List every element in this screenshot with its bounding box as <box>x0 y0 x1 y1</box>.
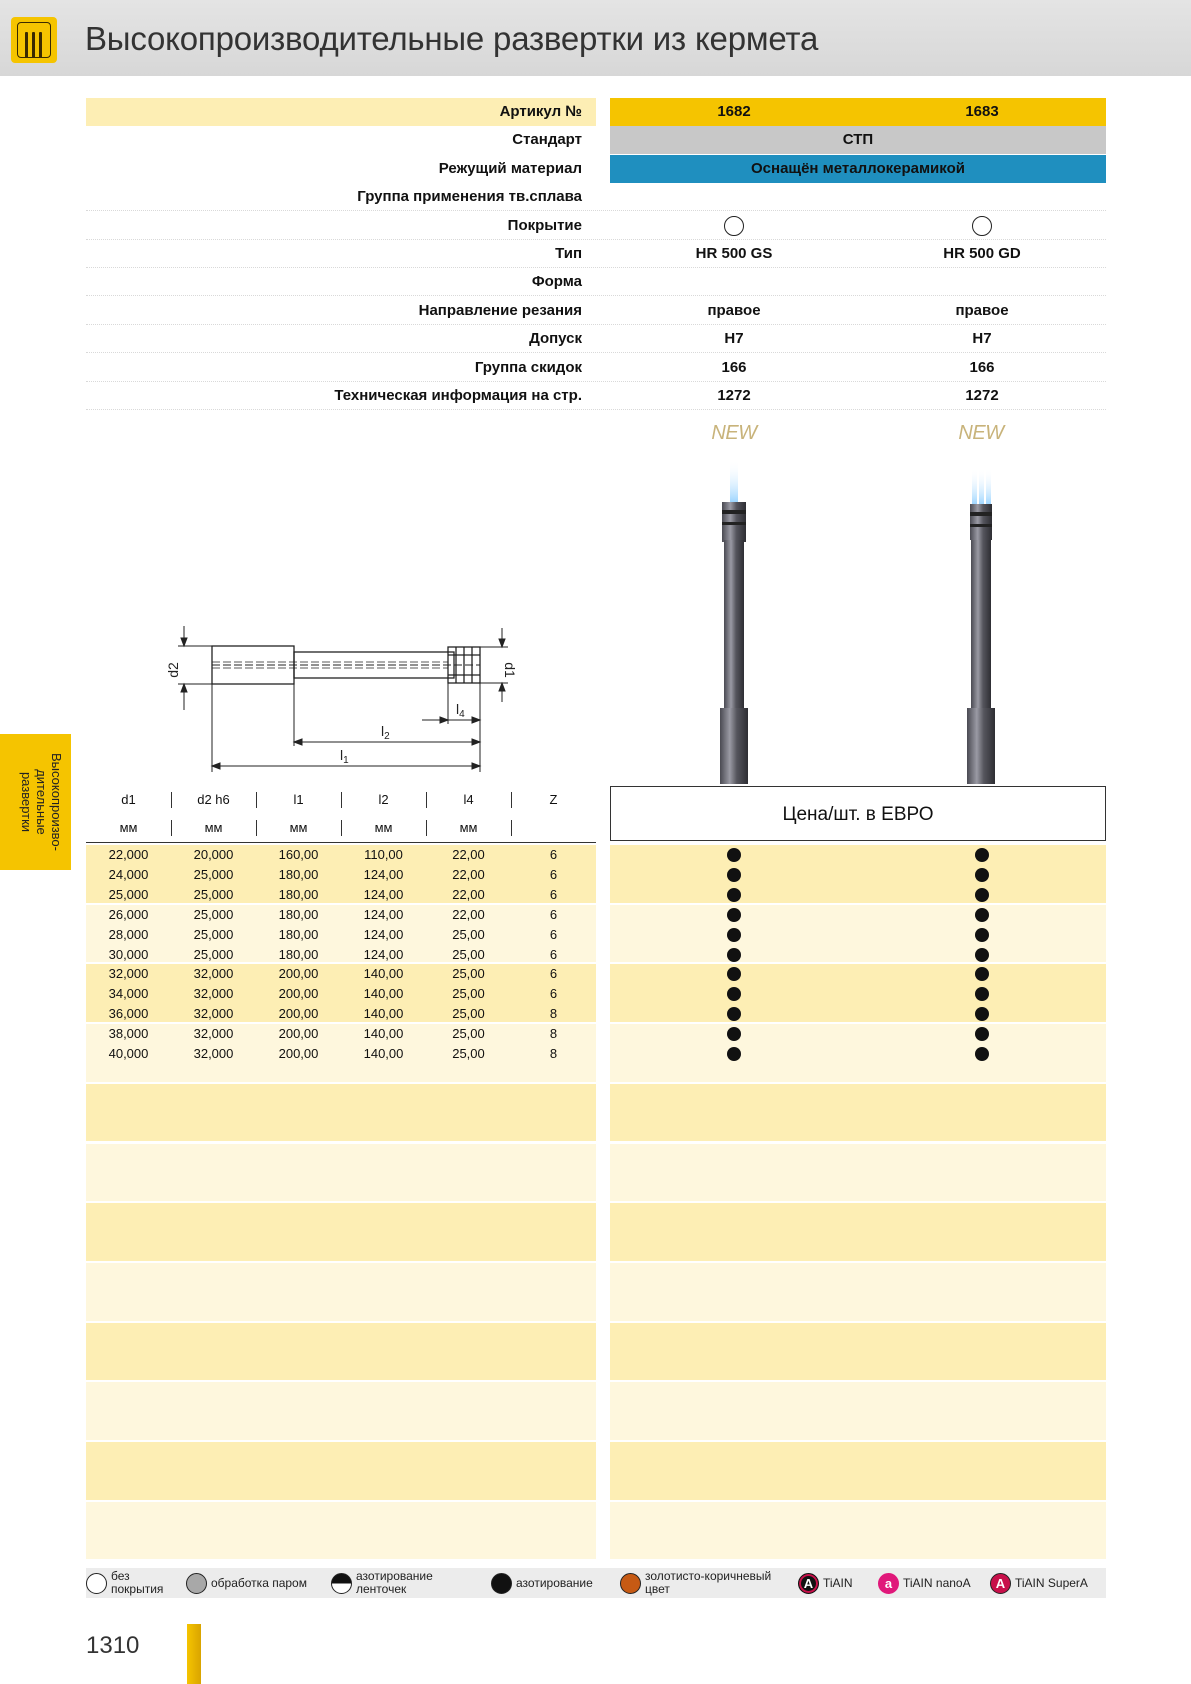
legend-label: без покрытия <box>111 1569 164 1596</box>
table-cell: 124,00 <box>363 866 404 882</box>
spec-label: Режущий материал <box>438 159 582 177</box>
spec-row <box>86 126 1106 154</box>
table-cell: 124,00 <box>363 906 404 922</box>
spec-row <box>86 354 1106 382</box>
new-badge-1682: NEW <box>711 422 757 444</box>
table-cell: 6 <box>549 886 558 902</box>
circle-black-icon <box>491 1573 512 1594</box>
spec-label: Стандарт <box>512 131 582 149</box>
circle-grey-icon <box>186 1573 207 1594</box>
table-cell: 25,000 <box>193 886 234 902</box>
spec-label: Направление резания <box>418 301 582 319</box>
reamer-technical-drawing <box>160 620 530 778</box>
table-cell: 25,00 <box>452 1026 485 1042</box>
column-unit: мм <box>459 820 478 835</box>
table-cell: 160,00 <box>278 847 319 862</box>
table-cell: 25,000 <box>193 926 234 942</box>
legend-item <box>990 1568 1088 1598</box>
legend-label: TiAIN <box>823 1575 853 1590</box>
table-cell: 20,000 <box>193 847 234 862</box>
reamer-photo-1682 <box>700 460 770 786</box>
black-dot-icon <box>975 1047 989 1061</box>
table-cell: 124,00 <box>363 886 404 902</box>
spec-row <box>86 325 1106 353</box>
row-group-background <box>86 1502 596 1560</box>
price-group-background <box>610 1382 1106 1440</box>
spec-value: HR 500 GS <box>695 245 773 262</box>
table-cell: 32,000 <box>193 1006 234 1022</box>
circle-half-icon <box>331 1573 352 1594</box>
table-cell: 140,00 <box>363 1006 404 1022</box>
spec-label: Форма <box>531 273 582 291</box>
legend-item <box>798 1568 853 1598</box>
table-units <box>86 814 596 843</box>
d1-label: d1 <box>502 662 518 678</box>
table-cell: 200,00 <box>278 1046 319 1061</box>
new-badge-1683: NEW <box>958 422 1004 444</box>
table-cell: 200,00 <box>278 1006 319 1022</box>
row-group-background <box>86 1203 596 1261</box>
spec-value: HR 500 GD <box>943 245 1021 262</box>
row-group-background <box>86 1263 596 1321</box>
table-cell: 22,00 <box>452 906 485 922</box>
spec-label: Группа скидок <box>474 358 582 376</box>
table-cell: 22,00 <box>452 886 485 902</box>
page-number: 1310 <box>86 1632 140 1659</box>
spec-label: Покрытие <box>507 216 582 234</box>
section-side-tab: Высокопроизво-дительные развертки <box>0 734 71 870</box>
price-group-background <box>610 905 1106 963</box>
table-row <box>86 905 596 925</box>
table-cell: 6 <box>549 866 558 882</box>
column-header: l1 <box>293 792 304 807</box>
table-cell: 180,00 <box>278 926 319 942</box>
table-row <box>86 1004 596 1024</box>
black-dot-icon <box>727 948 741 962</box>
spec-value: 166 <box>721 358 747 376</box>
table-cell: 26,000 <box>108 906 149 922</box>
table-cell: 28,000 <box>108 926 149 942</box>
table-row <box>86 885 596 905</box>
table-cell: 180,00 <box>278 946 319 962</box>
table-cell: 180,00 <box>278 866 319 882</box>
spec-row <box>86 297 1106 325</box>
table-cell: 22,000 <box>108 847 149 862</box>
price-group-background <box>610 1084 1106 1142</box>
price-column <box>610 845 1106 1555</box>
table-cell: 25,000 <box>193 866 234 882</box>
spec-row <box>86 268 1106 296</box>
spec-value: правое <box>707 301 761 319</box>
legend-item <box>620 1568 785 1598</box>
row-group-background <box>86 1442 596 1500</box>
table-cell: 200,00 <box>278 1026 319 1042</box>
l4-label: $l_4$ <box>456 701 465 720</box>
table-row <box>86 1024 596 1044</box>
table-cell: 25,00 <box>452 986 485 1002</box>
black-dot-icon <box>727 868 741 882</box>
table-row <box>86 964 596 984</box>
row-group-background <box>86 1323 596 1381</box>
table-cell: 200,00 <box>278 986 319 1002</box>
tialn-supera-icon: A <box>990 1573 1011 1594</box>
spec-value: правое <box>955 301 1009 319</box>
legend-label: TiAIN nanoA <box>903 1575 971 1590</box>
spec-row <box>86 382 1106 410</box>
spec-value: 166 <box>969 358 995 376</box>
black-dot-icon <box>727 1047 741 1061</box>
tialn-nano-icon: a <box>878 1573 899 1594</box>
reamer-photo-1683 <box>946 460 1016 786</box>
table-row <box>86 925 596 945</box>
table-cell: 180,00 <box>278 886 319 902</box>
spec-label: Артикул № <box>499 103 582 120</box>
column-header: l4 <box>463 792 474 807</box>
spec-value: 1272 <box>717 387 751 404</box>
table-cell: 140,00 <box>363 1026 404 1042</box>
price-group-background <box>610 1024 1106 1082</box>
legend-label: обработка паром <box>211 1575 307 1590</box>
table-cell: 22,00 <box>452 866 485 882</box>
table-cell: 25,000 <box>108 886 149 902</box>
column-header: l2 <box>378 792 389 807</box>
table-cell: 6 <box>549 906 558 922</box>
coating-legend <box>86 1568 1106 1598</box>
table-cell: 180,00 <box>278 906 319 922</box>
spec-value: H7 <box>972 330 992 348</box>
column-unit: мм <box>204 820 223 835</box>
black-dot-icon <box>975 1027 989 1041</box>
spec-value: 1272 <box>965 387 999 404</box>
table-cell: 8 <box>549 1006 558 1022</box>
black-dot-icon <box>975 928 989 942</box>
table-cell: 6 <box>549 966 558 982</box>
price-group-background <box>610 1203 1106 1261</box>
table-cell: 32,000 <box>193 1046 234 1061</box>
spec-merged-value: Оснащён металлокерамикой <box>751 159 965 177</box>
column-unit: мм <box>374 820 393 835</box>
price-group-background <box>610 845 1106 903</box>
d2-label: d2 <box>165 662 181 678</box>
black-dot-icon <box>975 888 989 902</box>
black-dot-icon <box>727 1027 741 1041</box>
table-cell: 6 <box>549 946 558 962</box>
price-group-background <box>610 1144 1106 1202</box>
spec-value: H7 <box>724 330 744 348</box>
reamer-logo-icon <box>11 17 57 63</box>
table-cell: 25,000 <box>193 906 234 922</box>
spec-label: Группа применения тв.сплава <box>357 188 582 206</box>
price-group-background <box>610 964 1106 1022</box>
table-cell: 25,000 <box>193 946 234 962</box>
black-dot-icon <box>727 928 741 942</box>
coating-circle-empty-icon <box>858 212 1106 240</box>
table-cell: 25,00 <box>452 946 485 962</box>
table-cell: 25,00 <box>452 1006 485 1022</box>
column-header: Z <box>549 792 558 807</box>
spec-merged-value: СТП <box>842 131 874 149</box>
black-dot-icon <box>727 888 741 902</box>
spec-row <box>86 155 1106 183</box>
legend-item <box>878 1568 971 1598</box>
row-group-background <box>86 1144 596 1202</box>
row-group-background <box>86 1382 596 1440</box>
table-row <box>86 984 596 1004</box>
table-cell: 124,00 <box>363 946 404 962</box>
row-group-background <box>86 1084 596 1142</box>
table-cell: 25,00 <box>452 1046 485 1061</box>
legend-label: азотирование ленточек <box>356 1569 433 1596</box>
price-group-background <box>610 1502 1106 1560</box>
legend-label: TiAIN SuperA <box>1015 1575 1088 1590</box>
black-dot-icon <box>727 908 741 922</box>
black-dot-icon <box>975 868 989 882</box>
table-cell: 6 <box>549 847 558 862</box>
spec-value: 1682 <box>717 103 751 120</box>
table-cell: 40,000 <box>108 1046 149 1061</box>
column-unit: мм <box>289 820 308 835</box>
column-header: d1 <box>121 792 136 807</box>
table-cell: 200,00 <box>278 966 319 982</box>
black-dot-icon <box>975 948 989 962</box>
legend-item <box>491 1568 593 1598</box>
page-title: Высокопроизводительные развертки из кермета <box>85 20 819 57</box>
table-cell: 8 <box>549 1026 558 1042</box>
table-cell: 6 <box>549 926 558 942</box>
legend-item <box>186 1568 307 1598</box>
table-cell: 38,000 <box>108 1026 149 1042</box>
table-cell: 25,00 <box>452 926 485 942</box>
spec-row <box>86 212 1106 240</box>
table-cell: 32,000 <box>108 966 149 982</box>
table-cell: 30,000 <box>108 946 149 962</box>
table-row <box>86 845 596 865</box>
tialn-icon: A <box>798 1573 819 1594</box>
l1-label: $l_1$ <box>340 747 349 766</box>
price-header: Цена/шт. в ЕВРО <box>610 786 1106 841</box>
table-row <box>86 945 596 965</box>
price-group-background <box>610 1323 1106 1381</box>
legend-item <box>331 1568 448 1598</box>
table-cell: 34,000 <box>108 986 149 1002</box>
circle-empty-icon <box>724 216 744 236</box>
spec-value: 1683 <box>965 103 999 120</box>
table-cell: 6 <box>549 986 558 1002</box>
spec-label: Техническая информация на стр. <box>334 387 582 404</box>
table-cell: 32,000 <box>193 986 234 1002</box>
table-header <box>86 786 596 814</box>
table-row <box>86 865 596 885</box>
table-cell: 25,00 <box>452 966 485 982</box>
table-cell: 124,00 <box>363 926 404 942</box>
table-cell: 22,00 <box>452 847 485 862</box>
spec-row <box>86 183 1106 211</box>
table-cell: 32,000 <box>193 966 234 982</box>
circle-empty-icon <box>86 1573 107 1594</box>
spec-row <box>86 240 1106 268</box>
l2-label: $l_2$ <box>381 723 390 742</box>
table-cell: 8 <box>549 1046 558 1061</box>
legend-label: золотисто-коричневый цвет <box>645 1569 772 1596</box>
spec-label: Тип <box>555 245 582 262</box>
spec-row <box>86 98 1106 126</box>
table-cell: 110,00 <box>364 847 403 862</box>
legend-item <box>86 1568 171 1598</box>
table-cell: 24,000 <box>108 866 149 882</box>
circle-empty-icon <box>972 216 992 236</box>
column-header: d2 h6 <box>197 792 230 807</box>
table-cell: 140,00 <box>363 966 404 982</box>
black-dot-icon <box>975 848 989 862</box>
black-dot-icon <box>727 848 741 862</box>
black-dot-icon <box>975 908 989 922</box>
table-row <box>86 1044 596 1064</box>
price-group-background <box>610 1263 1106 1321</box>
table-cell: 140,00 <box>363 1046 404 1061</box>
column-unit: мм <box>119 820 138 835</box>
table-cell: 140,00 <box>363 986 404 1002</box>
price-group-background <box>610 1442 1106 1500</box>
table-cell: 36,000 <box>108 1006 149 1022</box>
page-marker-bar <box>187 1624 201 1684</box>
coating-circle-empty-icon <box>610 212 858 240</box>
circle-brown-icon <box>620 1573 641 1594</box>
table-cell: 32,000 <box>193 1026 234 1042</box>
legend-label: азотирование <box>516 1575 593 1590</box>
spec-label: Допуск <box>529 330 582 348</box>
